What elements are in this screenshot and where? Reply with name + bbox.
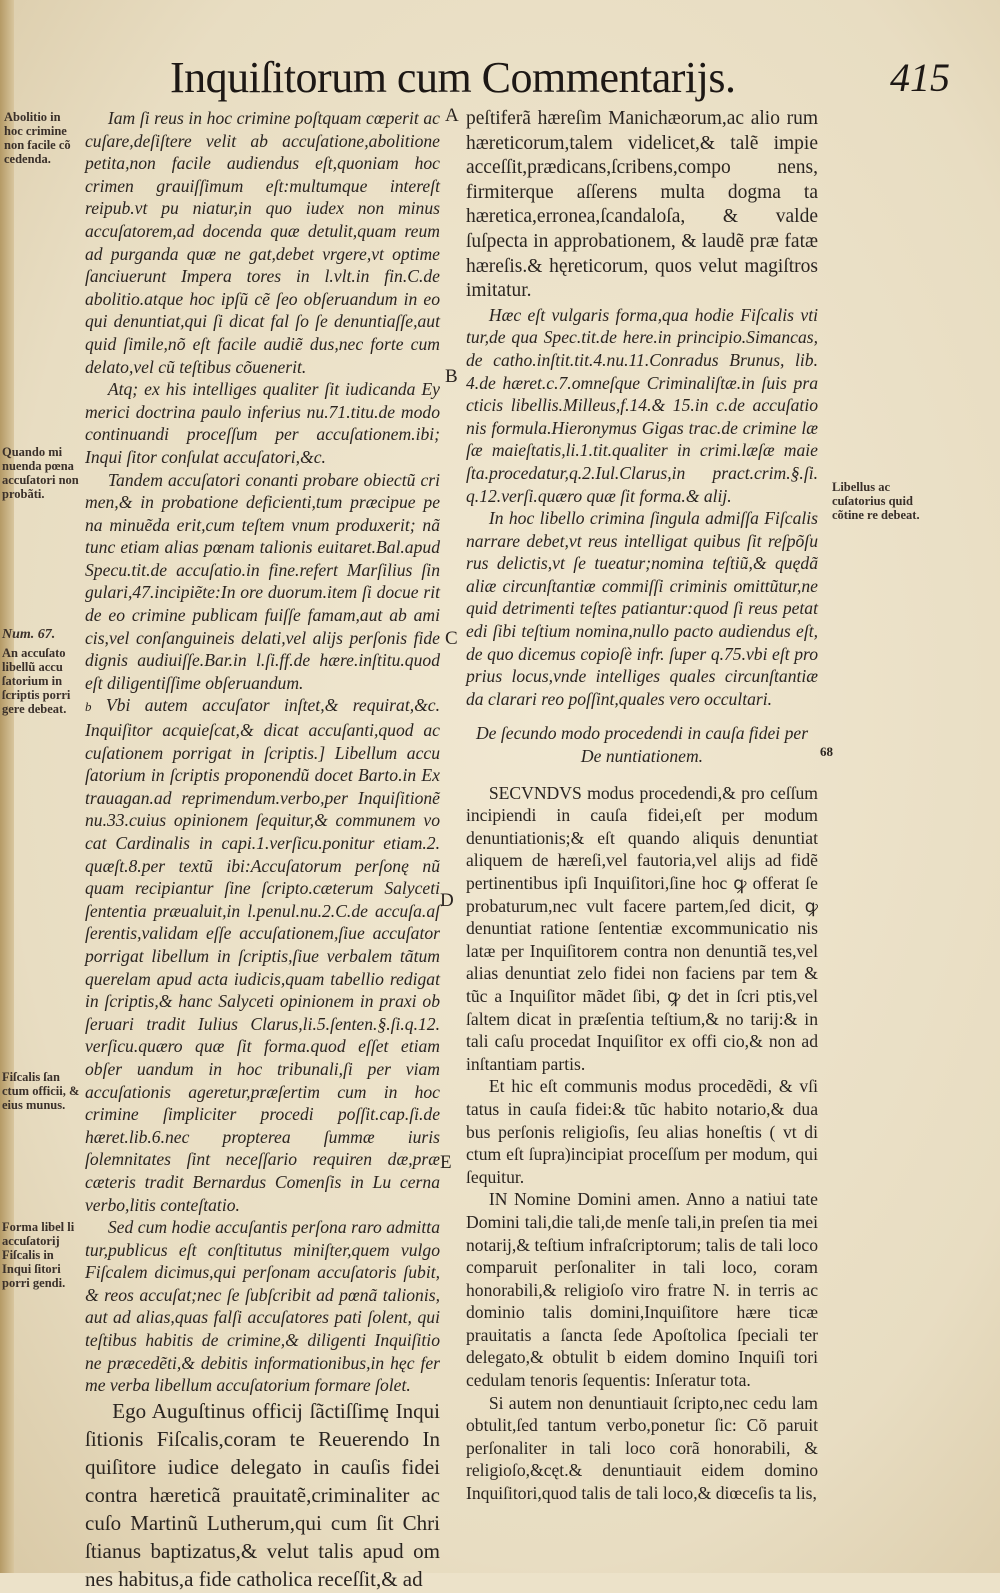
- margin-note-fiscalis: Fiſcalis ſan ctum officii, & eius munus.: [2, 1070, 80, 1112]
- section-letter-e: E: [440, 1152, 452, 1173]
- section-letter-a: A: [445, 105, 459, 126]
- right-text-column: [466, 107, 818, 1505]
- left-paragraph-4: [85, 694, 440, 1216]
- margin-note-num67: Num. 67.: [2, 627, 56, 642]
- margin-note-poena: Quando mi nuenda pœna accuſatori non probãti.: [2, 445, 79, 501]
- margin-number-68: 68: [820, 744, 833, 759]
- running-header: [170, 52, 950, 104]
- page-number: 415: [890, 55, 950, 100]
- left-paragraph-4-text: Vbi autem accuſator inſtet,& requirat,&c. Inquiſitor acquieſcat,& dicat accuſanti,quod ac cuſationem porrigat in ſcriptis.] Libellum accu ſatorium in ſcriptis proponendũ docet Barto.in Ex trauagan.ad reprimendum.verbo,per Inquiſitionẽ nu.33.cuius opinionem ſequitur,& communem vo cat Cardinalis in capi.1.verſicu.ponitur etiam.2. quæſt.8.per textũ ibi:Accuſatorum perſonę nũ quam recipiantur ſine ſcripto.cæterum Salyceti ſententia præualuit,in l.penul.nu.2.C.de accuſa.aſ ſerentis,validam eſſe accuſationem,ſiue accuſator porrigat libellum in ſcriptis,ſiue verbalem tãtum querelam apud acta iudicis,quam tabellio redigat in ſcriptis,& hanc Salyceti opinionem in praxi ob ſeruari tradit Iulius Clarus,li.5.ſenten.§.ſi.q.12. verſicu.quæro quæ ſit forma.quod eſſet etiam obſer uandum in hoc tribunali,ſi per viam accuſationis ageretur,præſertim cum in hoc crimine ſimpliciter procedi poſſit.cap.ſi.de hæret.lib.6.nec propterea ſummæ iuris ſolemnitates ſint neceſſario requiren dæ,præ cæteris tradit Bernardus Comenſis in Lu cerna verbo,litis conteſtatio.: [85, 695, 440, 1215]
- section-letter-c: C: [445, 628, 458, 649]
- left-text-column: [85, 107, 440, 1593]
- left-paragraph-3: Tandem accuſatori conanti probare obiectũ cri men,& in probatione deficienti,tum præcipue pe na minuẽda erit,cum teſtem vnum produxerit; nã tunc etiam alias pœnam talionis euitaret.Bal.apud Specu.tit.de accuſatio.in fine.refert Marſilius ſin gulari,47.incipiẽte:In ore duorum.item ſi docue rit de eo crimine publicam fuiſſe famam,aut ab ami cis,vel conſanguineis delati,vel alijs perſonis fide dignis audiuiſſe.Bar.in l.ſi.ff.de hære.inſtitu.quod eſt diligentiſſime obſeruandum.: [85, 469, 440, 693]
- right-paragraph-2: Hæc eſt vulgaris forma,qua hodie Fiſcalis vti tur,de qua Spec.tit.de here.in principio.Simancas, de catho.inſtit.tit.4.nu.11.Conradus Brunus, lib. 4.de hæret.c.7.omneſque Criminaliſtæ.in ſuis pra cticis libellis.Milleus,f.14.& 15.in c.de accuſatio nis formula.Hieronymus Gigas trac.de crimine læ ſæ maieſtatis,li.1.tit.qualiter in crimi.læſæ maie ſta.procedatur,q.2.Iul.Clarus,in pract.crim.§.ſi. q.12.verſi.quæro quæ ſit forma.& alij.: [466, 304, 818, 506]
- note-letter-b: b: [85, 699, 92, 715]
- right-paragraph-3: In hoc libello crimina ſingula admiſſa Fiſcalis narrare debet,vt reus intelligat quibus ſit reſpõſu rus delictis,vt ſe tueatur;nomina teſtiũ,& quędã aliæ circunſtantiæ commiſſi criminis omittũtur,ne quid detrimenti teſtes patiantur:quod ſi reus petat edi ſibi teſtium nomina,nullo pacto audiendus eſt, de quo dicemus copioſè infr. ſuper q.75.vbi eſt pro prius locus,vnde intelliges quales circunſtantiæ da clarari reo poſſint,quales vero occultari.: [466, 508, 818, 709]
- right-paragraph-7: Si autem non denuntiauit ſcripto,nec cedu lam obtulit,ſed tantum verbo,ponetur ſic: Cõ paruit perſonaliter in tali loco corã honorabili, & religioſo,&cęt.& denuntiauit eidem domino Inquiſitori,quod talis de tali loco,& diœceſis ta lis,: [466, 1392, 818, 1504]
- right-paragraph-4: SECVNDVS modus procedendi,& pro ceſſum incipiendi in cauſa fidei,eſt per modum denuntiationis;& eſt quando aliquis denuntiat aliquem de hæreſi,vel fautoria,vel alijs ad fidẽ pertinentibus ipſi Inquiſitori,ſine hoc ꝙ offerat ſe probaturum,nec vult facere partem,ſed dicit, ꝙ denuntiat ratione ſententiæ excommunicatio nis latæ per Inquiſitorem contra non denuntiã tes,vel alias denuntiat zelo fidei non faciens par tem & tũc a Inquiſitor mãdet ſibi, ꝙ det in ſcri ptis,vel ſaltem dicat in præſentia teſtium,& no tarij:& in tali caſu procedat Inquiſitor ex offi cio,& non ad inſtantiam partis.: [466, 782, 818, 1074]
- page-binding-edge: [0, 0, 14, 1573]
- right-paragraph-5: Et hic eſt communis modus procedẽdi, & vſi tatus in cauſa fidei:& tũc habito notario,& dua bus perſonis religioſis, ſeu alias honeſtis ( vt di ctum eſt ſupra)incipiat proceſſum per modum, qui ſequitur.: [466, 1076, 818, 1187]
- left-paragraph-6: Ego Auguſtinus officij ſãctiſſimę Inqui ſitionis Fiſcalis,coram te Reuerendo In quiſitore iudice delegato in cauſis fidei contra hæreticã prauitatẽ,criminaliter ac cuſo Martinũ Lutherum,qui cum ſit Chri ſtianus baptizatus,& velut talis apud om nes habitus,a fide catholica receſſit,& ad: [85, 1398, 440, 1591]
- running-title: Inquiſitorum cum Commentarijs.: [170, 53, 736, 102]
- margin-note-forma: Forma libel li accuſatorij Fiſcalis in Inqui ſitori porri gendi.: [2, 1220, 75, 1290]
- right-paragraph-1: peſtiferã hæreſim Manichæorum,ac alio rum hæreticorum,talem videlicet,& talẽ impie acceſſit,prædicans,ſcribens,compo nens, firmiterque aſſerens multa dogma ta hæretica,erronea,ſcandaloſa, & valde ſuſpecta in approbationem, & laudẽ præ fatæ hæreſis.& hęreticorum, quos velut magiſtros imitatur.: [466, 108, 818, 302]
- section-letter-d: D: [440, 890, 454, 911]
- left-paragraph-5: Sed cum hodie accuſantis perſona raro admitta tur,publicus eſt conſtitutus miniſter,quem vulgo Fiſcalem dicimus,qui perſonam accuſatoris ſubit, & reos accuſat;nec ſe ſubſcribit ad pœnã talionis, aut ad alias,quas falſi accuſatores pati ſolent, qui teſtibus habitis de crimine,& diligenti Inquiſitio ne præcedẽti,& debitis informationibus,in hęc fer me verba libellum accuſatorium formare ſolet.: [85, 1217, 440, 1396]
- margin-note-abolitio: Abolitio in hoc crimine non facile cõ cedenda.: [4, 110, 71, 166]
- right-paragraph-6: IN Nomine Domini amen. Anno a natiui tate Domini tali,die tali,de menſe tali,in preſen tia mei notarij,& teſtium infraſcriptorum; talis de tali loco comparuit perſonaliter in tali loco, coram honorabili,& religioſo viro fratre N. in terris ac dominio talis domini,Inquiſitore hære ticæ prauitatis a ſancta ſede Apoſtolica ſpeciali ter delegato,& obtulit b eidem domino Inquiſi tori cedulam tenoris ſequentis: Inſeratur tota.: [466, 1189, 818, 1391]
- section-letter-b: B: [445, 366, 458, 387]
- left-paragraph-1: Iam ſi reus in hoc crimine poſtquam cœperit ac cuſare,deſiſtere velit ab accuſatione,abolitione petita,non facile audiendus eſt,quoniam hoc crimen grauiſſimum eſt:multumque intereſt reipub.vt pu niatur,in quo iudex non minus accuſatorem,ad docenda quæ detulit,quam reum ad purganda quæ ne gat,debet vrgere,vt optime ſanciuerunt Impera tores in l.vlt.in fin.C.de abolitio.atque hoc ipſũ cẽ ſeo obſeruandum in eo qui denuntiat,qui ſi dicat fal ſo ſe denuntiaſſe,aut quid ſimile,nõ eſt facile audiẽ dus,nec forte cum delato,vel cũ teſtibus cõuenerit.: [85, 108, 440, 377]
- margin-note-libellum: An accuſato libellũ accu ſatorium in ſcriptis porri gere debeat.: [2, 646, 71, 716]
- margin-note-libellus: Libellus ac cuſatorius quid cõtine re debeat.: [832, 480, 920, 522]
- section-heading: De ſecundo modo procedendi in cauſa fidei per De nuntiationem.: [475, 723, 809, 767]
- left-paragraph-2: Atq; ex his intelliges qualiter ſit iudicanda Ey merici doctrina paulo inferius nu.71.titu.de modo continuandi proceſſum per accuſationem.ibi; Inqui ſitor conſulat accuſatori,&c.: [85, 379, 440, 467]
